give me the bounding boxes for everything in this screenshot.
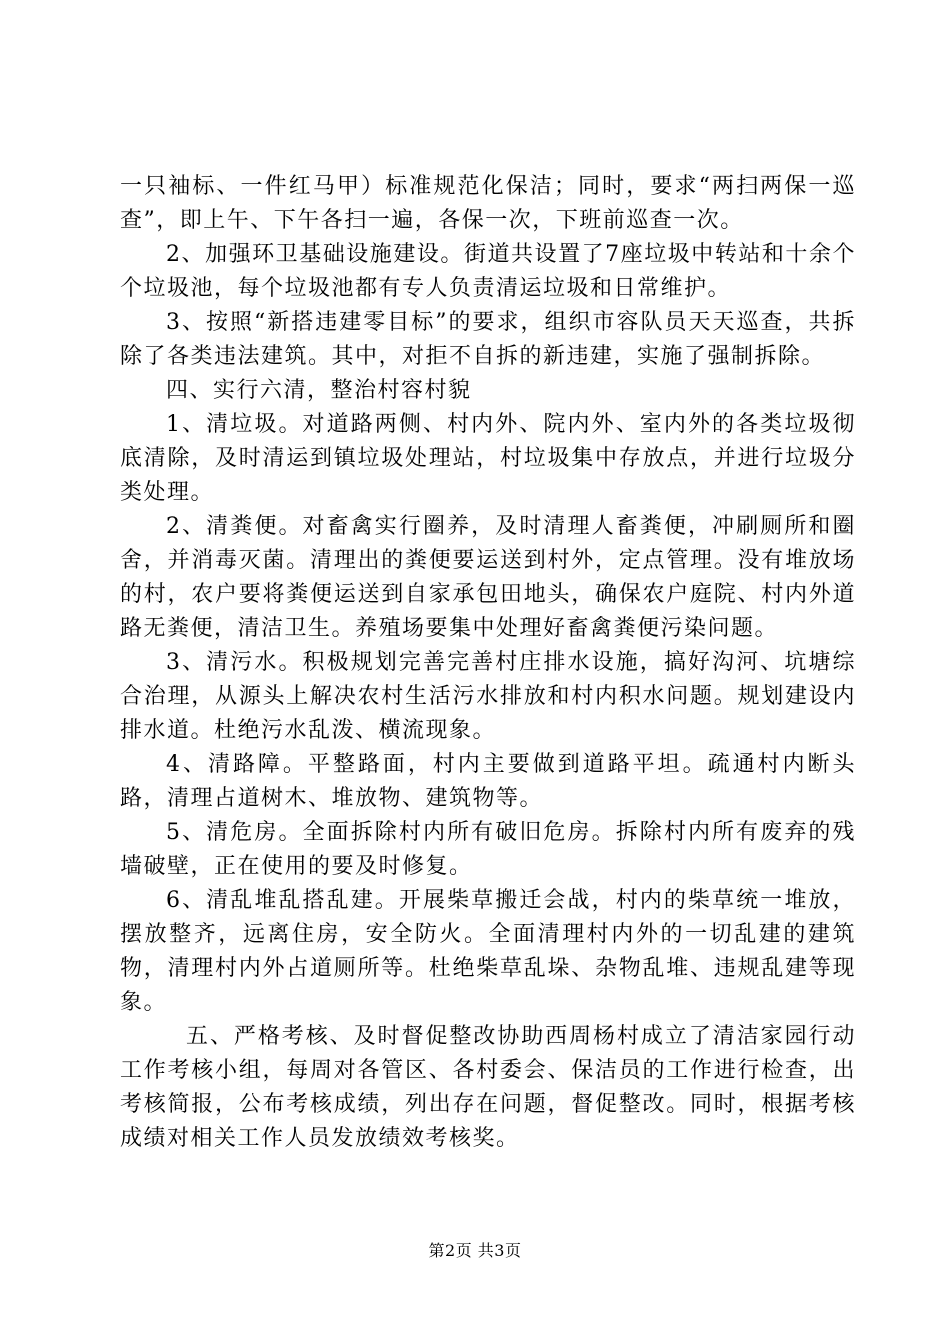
- paragraph-clean-messy-construction: 6、清乱堆乱搭乱建。开展柴草搬迁会战，村内的柴草统一堆放，摆放整齐，远离住房，安全防火。全面清理村内外的一切乱建的建筑物，清理村内外占道厕所等。杜绝柴草乱垛、杂物乱堆、违规乱建等现象。: [120, 888, 856, 1015]
- paragraph-clean-garbage: 1、清垃圾。对道路两侧、村内外、院内外、室内外的各类垃圾彻底清除，及时清运到镇垃圾处理站，村垃圾集中存放点，并进行垃圾分类处理。: [120, 412, 856, 505]
- paragraph-clean-roadblocks: 4、清路障。平整路面，村内主要做到道路平坦。疏通村内断头路，清理占道树木、堆放物、建筑物等。: [120, 752, 856, 811]
- paragraph-clean-manure: 2、清粪便。对畜禽实行圈养，及时清理人畜粪便，冲刷厕所和圈舍，并消毒灭菌。清理出的粪便要运送到村外，定点管理。没有堆放场的村，农户要将粪便运送到自家承包田地头，确保农户庭院、村内外道路无粪便，清洁卫生。养殖场要集中处理好畜禽粪便污染问题。: [120, 514, 856, 641]
- paragraph-assessment: 五、严格考核、及时督促整改协助西周杨村成立了清洁家园行动工作考核小组，每周对各管区、各村委会、保洁员的工作进行检查，出考核简报，公布考核成绩，列出存在问题，督促整改。同时，根据考核成绩对相关工作人员发放绩效考核奖。: [120, 1024, 856, 1151]
- paragraph-clean-sewage: 3、清污水。积极规划完善完善村庄排水设施，搞好沟河、坑塘综合治理，从源头上解决农村生活污水排放和村内积水问题。规划建设内排水道。杜绝污水乱泼、横流现象。: [120, 650, 856, 743]
- paragraph-clean-dangerous-houses: 5、清危房。全面拆除村内所有破旧危房。拆除村内所有废弃的残墙破壁，正在使用的要及时修复。: [120, 820, 856, 879]
- section-heading-six-cleans: 四、实行六清，整治村容村貌: [166, 378, 472, 403]
- paragraph-illegal-buildings: 3、按照“新搭违建零目标”的要求，组织市容队员天天巡查，共拆除了各类违法建筑。其中，对拒不自拆的新违建，实施了强制拆除。: [120, 310, 856, 369]
- paragraph-sanitation-facilities: 2、加强环卫基础设施建设。街道共设置了7座垃圾中转站和十余个个垃圾池，每个垃圾池都有专人负责清运垃圾和日常维护。: [120, 242, 856, 301]
- paragraph-continuation: 一只袖标、一件红马甲）标准规范化保洁；同时，要求“两扫两保一巡查”，即上午、下午各扫一遍，各保一次，下班前巡查一次。: [120, 174, 856, 233]
- document-body: [120, 170, 856, 1156]
- page-number-footer: 第2页 共3页: [428, 1241, 522, 1260]
